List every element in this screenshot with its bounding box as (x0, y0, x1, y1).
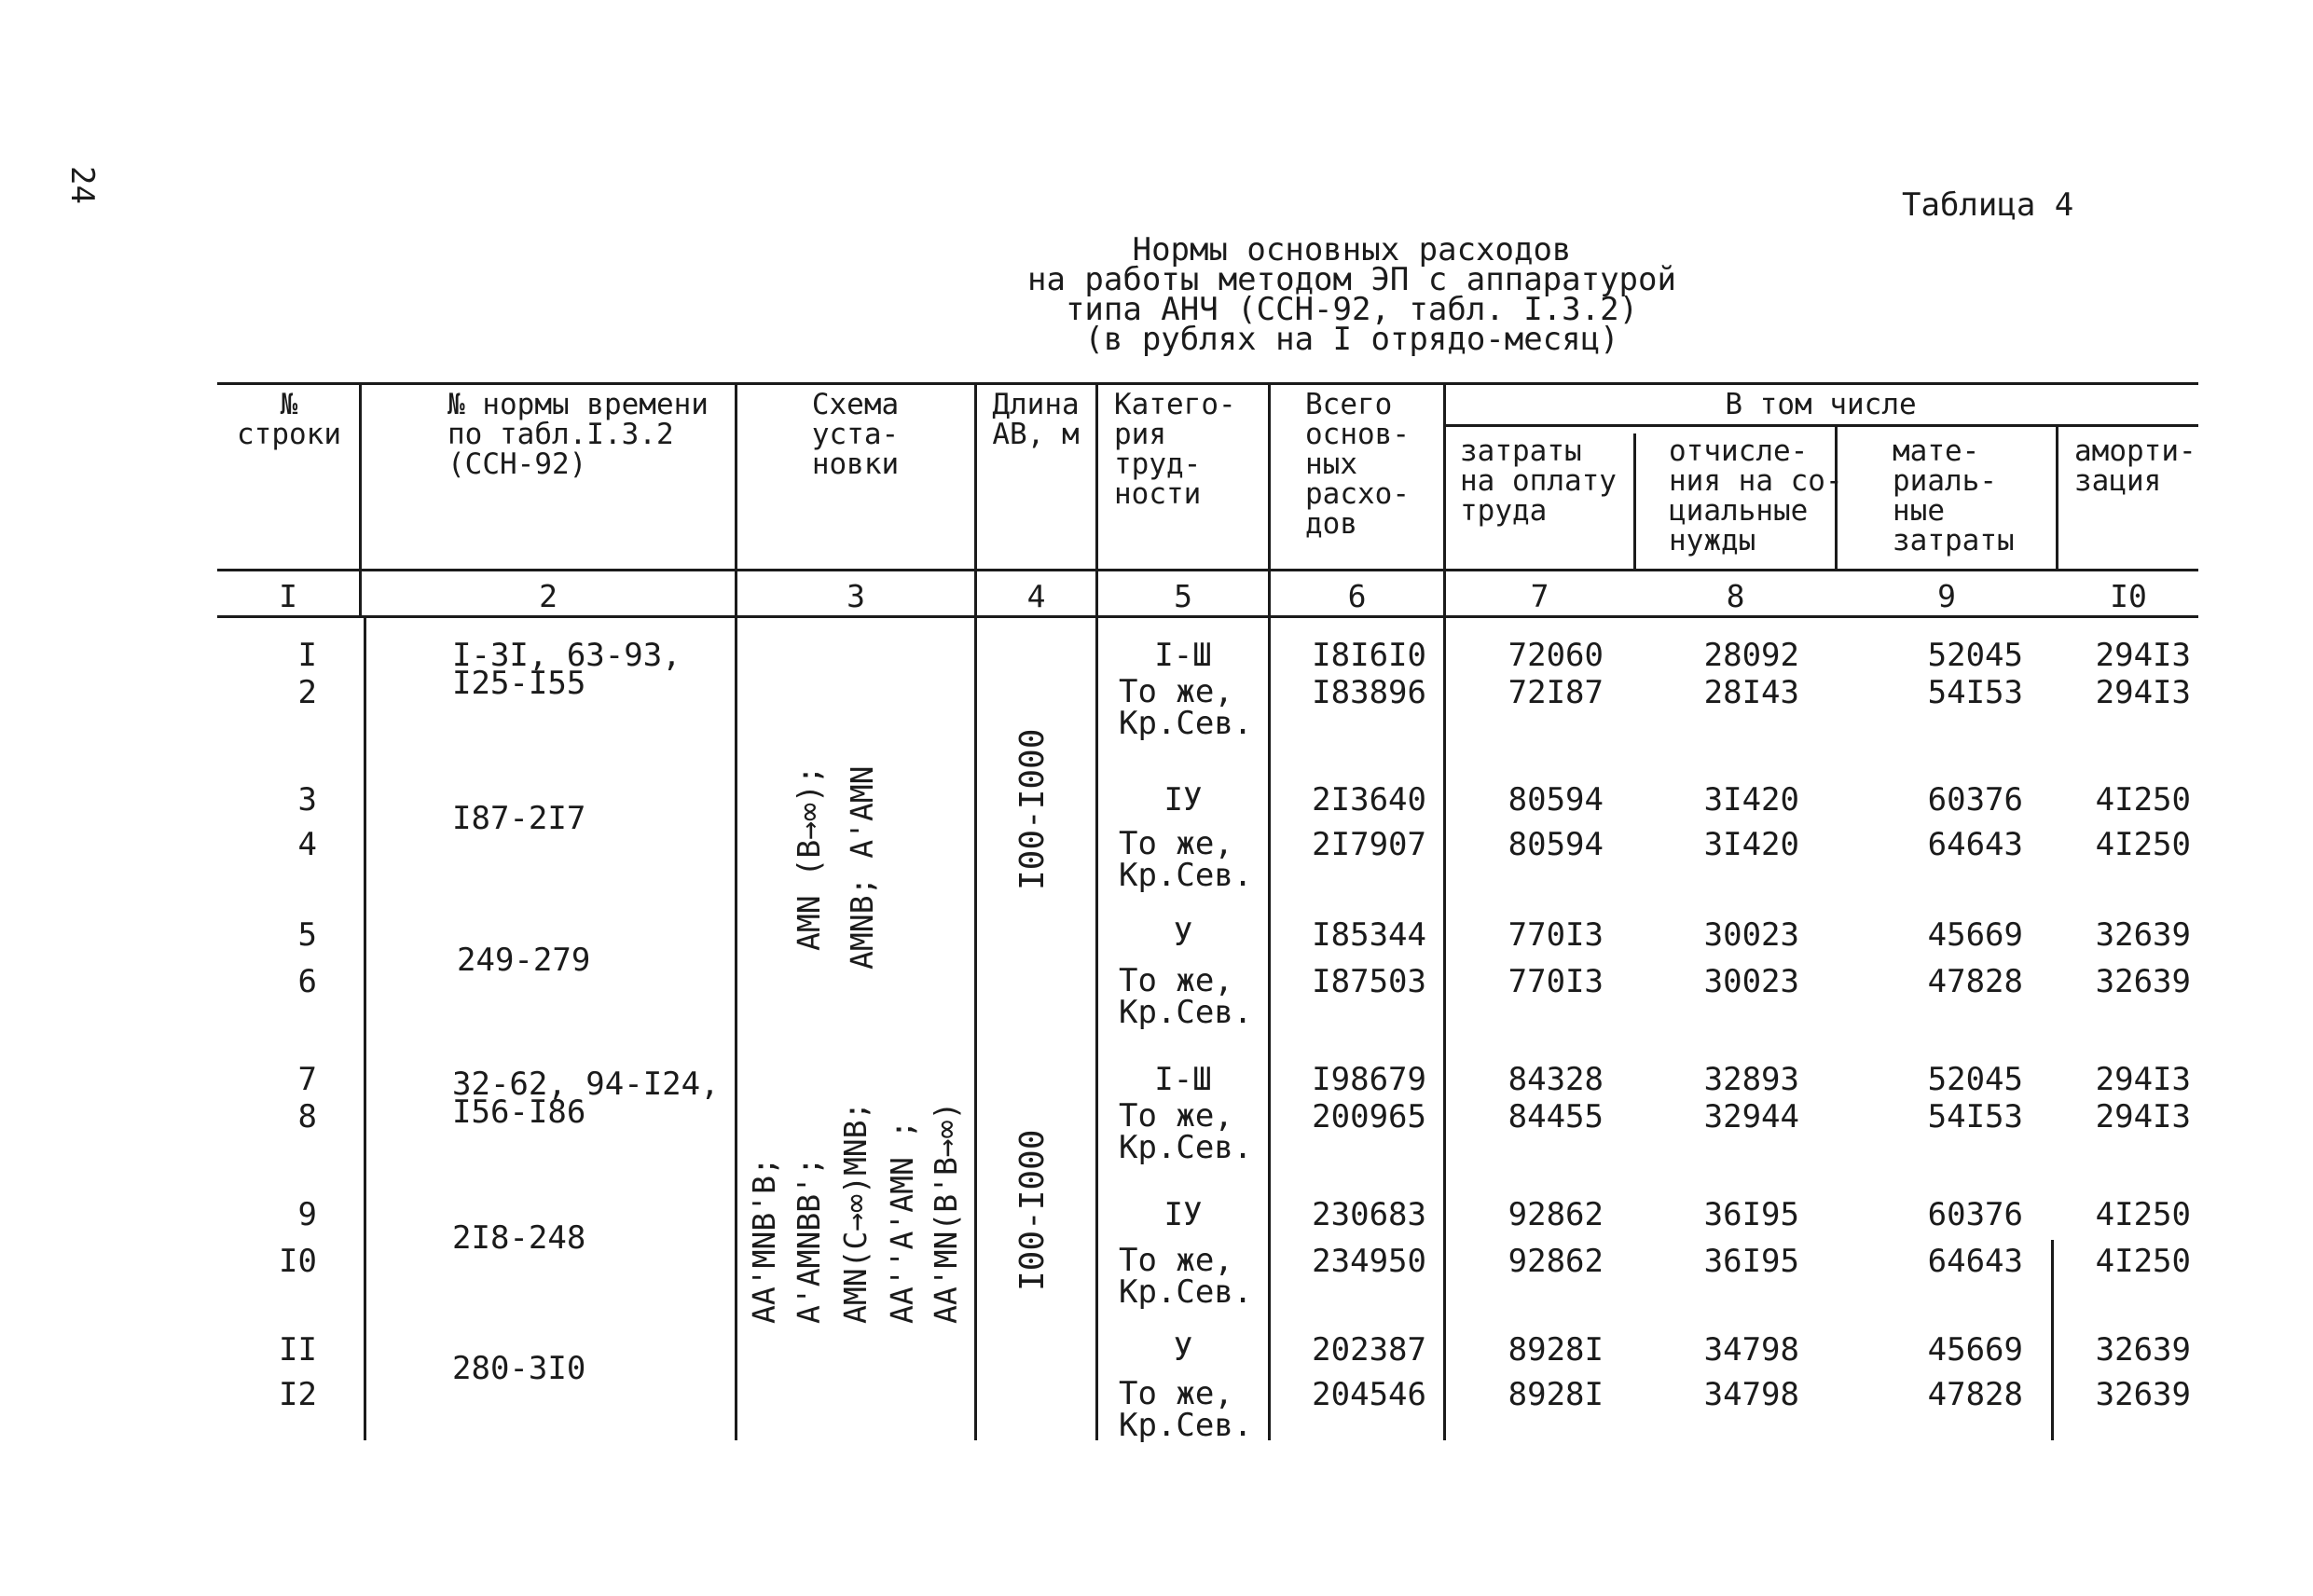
header-norm-time: № нормы времени по табл.I.3.2 (ССН-92) (447, 388, 709, 481)
labor-cell: 770I3 (1508, 916, 1604, 954)
amortization-cell: 294I3 (2095, 1098, 2191, 1135)
norm-group: 249-279 (457, 942, 591, 979)
total-cell: 2I7907 (1312, 826, 1426, 863)
column-number: I (279, 578, 297, 614)
length-range: I00-I000 (1013, 1129, 1052, 1291)
category-cell: IУ (1163, 1196, 1203, 1233)
material-cell: 47828 (1927, 1376, 2023, 1413)
column-rule (2056, 424, 2058, 569)
row-number: I2 (279, 1376, 317, 1413)
column-number: 4 (1026, 578, 1046, 614)
table-label: Таблица 4 (1902, 186, 2074, 224)
row-number: I0 (279, 1243, 317, 1280)
total-cell: 2I3640 (1312, 781, 1426, 819)
norm-group: I-3I, 63-93, I25-I55 (452, 637, 682, 702)
row-number: 9 (297, 1196, 317, 1233)
norm-group: I87-2I7 (452, 800, 586, 837)
title-line: (в рублях на I отрядо-месяц) (1084, 321, 1619, 358)
total-cell: 204546 (1312, 1376, 1426, 1413)
social-cell: 28I43 (1703, 674, 1799, 711)
header-length: Длина АВ, м (992, 388, 1080, 451)
social-cell: 36I95 (1703, 1243, 1799, 1280)
total-cell: I8I6I0 (1312, 637, 1426, 674)
scheme-text: AA''A'AMN ; (884, 1120, 920, 1324)
row-number: 5 (297, 916, 317, 954)
column-number: 3 (847, 578, 865, 614)
column-rule (1268, 382, 1271, 1440)
material-cell: 60376 (1927, 1196, 2023, 1233)
total-cell: 202387 (1312, 1331, 1426, 1369)
social-cell: 3I420 (1703, 781, 1799, 819)
header-labor: затраты на оплату труда (1460, 434, 1617, 528)
norm-group: 32-62, 94-I24, I56-I86 (452, 1066, 720, 1131)
column-number: 2 (539, 578, 558, 614)
category-cell: У (1173, 1331, 1193, 1369)
amortization-cell: 32639 (2095, 916, 2191, 954)
amortization-cell: 4I250 (2095, 781, 2191, 819)
material-cell: 52045 (1927, 637, 2023, 674)
total-cell: I98679 (1312, 1061, 1426, 1098)
labor-cell: 80594 (1508, 826, 1604, 863)
title-line: типа АНЧ (ССН-92, табл. I.3.2) (1065, 291, 1639, 328)
norm-group: 2I8-248 (452, 1219, 586, 1257)
category-cell: IУ (1163, 781, 1203, 819)
category-cell: То же, Кр.Сев. (1119, 1375, 1253, 1444)
row-number: 4 (297, 826, 317, 863)
material-cell: 64643 (1927, 826, 2023, 863)
material-cell: 45669 (1927, 916, 2023, 954)
material-cell: 54I53 (1927, 674, 2023, 711)
colnum-bottom-rule (217, 615, 2198, 618)
category-cell: I-Ш (1154, 1061, 1212, 1098)
header-bottom-rule (217, 569, 2198, 571)
header-row-number: № строки (237, 388, 341, 451)
category-cell: То же, Кр.Сев. (1119, 1097, 1253, 1166)
labor-cell: 72060 (1508, 637, 1604, 674)
column-rule (1633, 433, 1636, 569)
table-title (839, 231, 1865, 358)
material-cell: 64643 (1927, 1243, 2023, 1280)
labor-cell: 92862 (1508, 1243, 1604, 1280)
header-total: Всего основ- ных расхо- дов (1305, 388, 1410, 541)
scheme-text: AA'MN(B'B→∞) (928, 1101, 964, 1324)
column-number: I0 (2110, 578, 2147, 614)
social-cell: 36I95 (1703, 1196, 1799, 1233)
row-number: 6 (297, 963, 317, 1000)
header-group: В том числе (1725, 388, 1917, 421)
social-cell: 3I420 (1703, 826, 1799, 863)
labor-cell: 80594 (1508, 781, 1604, 819)
header-amortization: аморти- зация (2074, 434, 2196, 498)
table-top-rule (217, 382, 2198, 385)
page-number: 24 (63, 166, 101, 204)
material-cell: 52045 (1927, 1061, 2023, 1098)
total-cell: 200965 (1312, 1098, 1426, 1135)
social-cell: 28092 (1703, 637, 1799, 674)
category-cell: У (1173, 916, 1193, 954)
category-cell: То же, Кр.Сев. (1119, 1242, 1253, 1311)
row-number: II (279, 1331, 317, 1369)
labor-cell: 84455 (1508, 1098, 1604, 1135)
title-line: Нормы основных расходов (1132, 231, 1572, 268)
length-range: I00-I000 (1013, 728, 1052, 890)
amortization-cell: 32639 (2095, 963, 2191, 1000)
social-cell: 34798 (1703, 1376, 1799, 1413)
amortization-cell: 32639 (2095, 1331, 2191, 1369)
labor-cell: 84328 (1508, 1061, 1604, 1098)
social-cell: 32893 (1703, 1061, 1799, 1098)
labor-cell: 8928I (1508, 1331, 1604, 1369)
column-rule (364, 615, 366, 1440)
social-cell: 30023 (1703, 916, 1799, 954)
category-cell: То же, Кр.Сев. (1119, 673, 1253, 742)
total-cell: I85344 (1312, 916, 1426, 954)
category-cell: То же, Кр.Сев. (1119, 962, 1253, 1031)
amortization-cell: 32639 (2095, 1376, 2191, 1413)
category-cell: I-Ш (1154, 637, 1212, 674)
column-number: 9 (1937, 578, 1956, 614)
material-cell: 54I53 (1927, 1098, 2023, 1135)
header-category: Катего- рия труд- ности (1114, 388, 1236, 511)
material-cell: 47828 (1927, 963, 2023, 1000)
scheme-text: A'AMNBB'; (791, 1157, 827, 1324)
amortization-cell: 4I250 (2095, 1196, 2191, 1233)
labor-cell: 8928I (1508, 1376, 1604, 1413)
row-number: I (297, 637, 317, 674)
amortization-cell: 294I3 (2095, 1061, 2191, 1098)
column-number: 8 (1726, 578, 1745, 614)
scheme-text: AMN (B→∞); (791, 765, 827, 951)
labor-cell: 770I3 (1508, 963, 1604, 1000)
labor-cell: 92862 (1508, 1196, 1604, 1233)
column-rule (974, 382, 977, 1440)
social-cell: 32944 (1703, 1098, 1799, 1135)
header-material: мате- риаль- ные затраты (1893, 434, 2015, 557)
total-cell: 230683 (1312, 1196, 1426, 1233)
group-header-rule (1443, 424, 2198, 427)
column-rule (1443, 382, 1446, 1440)
amortization-cell: 294I3 (2095, 674, 2191, 711)
norm-group: 280-3I0 (452, 1350, 586, 1387)
total-cell: 234950 (1312, 1243, 1426, 1280)
amortization-cell: 4I250 (2095, 1243, 2191, 1280)
title-line: на работы методом ЭП с аппаратурой (1027, 261, 1676, 298)
column-number: 6 (1347, 578, 1367, 614)
column-rule (1095, 382, 1098, 1440)
amortization-cell: 294I3 (2095, 637, 2191, 674)
scheme-text: AA'MNB'B; (746, 1157, 782, 1324)
category-cell: То же, Кр.Сев. (1119, 825, 1253, 894)
social-cell: 30023 (1703, 963, 1799, 1000)
row-number: 3 (297, 781, 317, 819)
column-rule (735, 382, 737, 1440)
labor-cell: 72I87 (1508, 674, 1604, 711)
scheme-text: AMN(C→∞)MNB; (837, 1101, 874, 1324)
header-social: отчисле- ния на со- циальные нужды (1669, 434, 1843, 557)
material-cell: 60376 (1927, 781, 2023, 819)
material-cell: 45669 (1927, 1331, 2023, 1369)
header-scheme: Схема уста- новки (811, 388, 900, 481)
amortization-cell: 4I250 (2095, 826, 2191, 863)
scheme-text: AMNB; A'AMN (844, 765, 880, 970)
row-number: 2 (297, 674, 317, 711)
row-number: 7 (297, 1061, 317, 1098)
column-number: 7 (1530, 578, 1549, 614)
social-cell: 34798 (1703, 1331, 1799, 1369)
total-cell: I83896 (1312, 674, 1426, 711)
row-number: 8 (297, 1098, 317, 1135)
column-number: 5 (1174, 578, 1192, 614)
total-cell: I87503 (1312, 963, 1426, 1000)
